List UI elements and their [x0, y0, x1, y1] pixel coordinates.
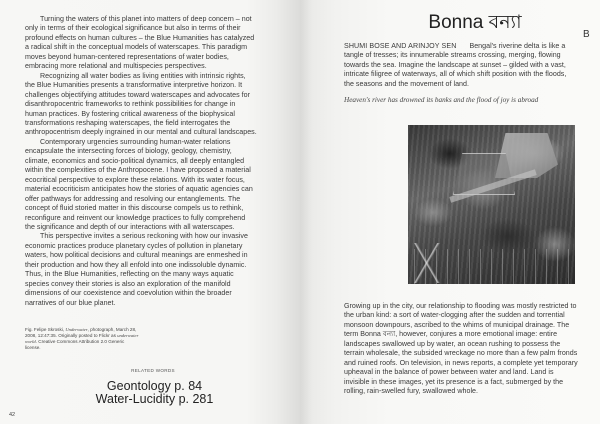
figure-caption [25, 327, 140, 351]
caption-title: Underwater [65, 327, 88, 332]
paragraph: This perspective invites a serious reckoning with how our invasive economic practices produce planetary cycles of pollution in planetary waters, how political decisions and cultural meanings are enmeshed in their production and how they all enfold into one indissoluble dynamic. Thus, in the Blue Humanities, reflecting on the many ways aquatic species convey their stories is also an exploration of the manifold dimensions of our coexistence and coevolution within the broader narratives of our blue planet. [25, 232, 248, 307]
related-words-list [82, 380, 227, 406]
caption-prefix: Fig. Felipe Skroski, [25, 327, 66, 332]
intro-text: Bengal's riverine delta is like a tangle of tresses; its innumerable streams crossing, merging, flowing towards the sea. Imagine the landscape at sunset – gilded with a vast, intricate filigree of waterways, all of which shift position with the floods, the seasons and the movement of land. [344, 42, 567, 88]
related-word-link[interactable]: Geontology p. 84 [106, 379, 203, 393]
section-letter: B [583, 29, 590, 40]
epigraph: Heaven's river has drowned its banks and the flood of joy is abroad [344, 96, 539, 104]
intro-paragraph [344, 42, 576, 89]
paragraph: Recognizing all water bodies as living entities with intrinsic rights, the Blue Humanities presents a transformative interpretive horizon. It challenges objectifying attitudes toward waterscapes and advocates for disanthropocentric frameworks to rethink possibilities for change in human practices. By fostering critical awareness of the biophysical transformations reshaping waterscapes, the field interrogates the anthropocentrism deeply ingrained in our mental and cultural landscapes. [25, 71, 257, 137]
related-words-label: RELATED WORDS [131, 368, 175, 373]
essay-text [25, 15, 257, 308]
author-names: SHUMI BOSE AND ARINJOY SEN [344, 42, 457, 50]
body-paragraph: Growing up in the city, our relationship to flooding was mostly restricted to the urban kind: a sort of water-clogging after the sudden and torrential monsoon downpours, ascribed to the whims of municipal drainage. The term Bonna বন্যা, however, conjures a more emotional image: entire landscapes swallowed up by water, an ocean rushing to possess the terrain wholesale, the subsided wreckage no more than a few palm fronds and ruined roofs. On television, in news reports, a complete yet temporary upheaval in the balance of power between water and land. Land is invisible in these images, yet its presence is a fact, submerged by the rolling, rain-swelled fury, swallowed whole. [344, 302, 578, 396]
caption-suffix: . Creative Commons Attribution 2.0 Generic license. [25, 339, 125, 350]
paragraph: Contemporary urgencies surrounding human-water relations encapsulate the intersecting forces of biology, geology, chemistry, climate, economics and socio-political dynamics, all deeply entangled within the complexities of the Anthropocene. I have proposed a material ecocritical perspective to explore these relations. With its water focus, material ecocriticism anticipates how the stories of aquatic agencies can offer pathways for addressing and resolving our entanglements. The concept of fluid storied matter in this discourse compels us to rethink, reconfigure and reinvent our knowledge practices to fully comprehend the significance and depth of our interactions with all waterscapes. [25, 137, 253, 231]
caption-flickr-title: underwater world [25, 333, 139, 344]
figure-photo [408, 125, 575, 284]
entry-body [344, 302, 579, 397]
photo-detail [408, 249, 575, 284]
paragraph: Turning the waters of this planet into matters of deep concern – not only in terms of their ecological significance but also in terms of their profound effects on human cultures – the Blue Humanities has catalyzed a radical shift in the conceptual models of waterscapes. This paradigm moves beyond human-centered representations of water bodies, embracing more relational and multispecies perspectives. [25, 15, 255, 71]
caption-middle: , photograph, March 28, 2008, 12:47:35. Originally posted to Flickr as [25, 327, 137, 338]
related-word-link[interactable]: Water-Lucidity p. 281 [95, 392, 214, 406]
entry-title: Bonna বন্যা [428, 12, 522, 33]
page-number: 42 [9, 412, 16, 418]
entry-intro [344, 42, 576, 89]
